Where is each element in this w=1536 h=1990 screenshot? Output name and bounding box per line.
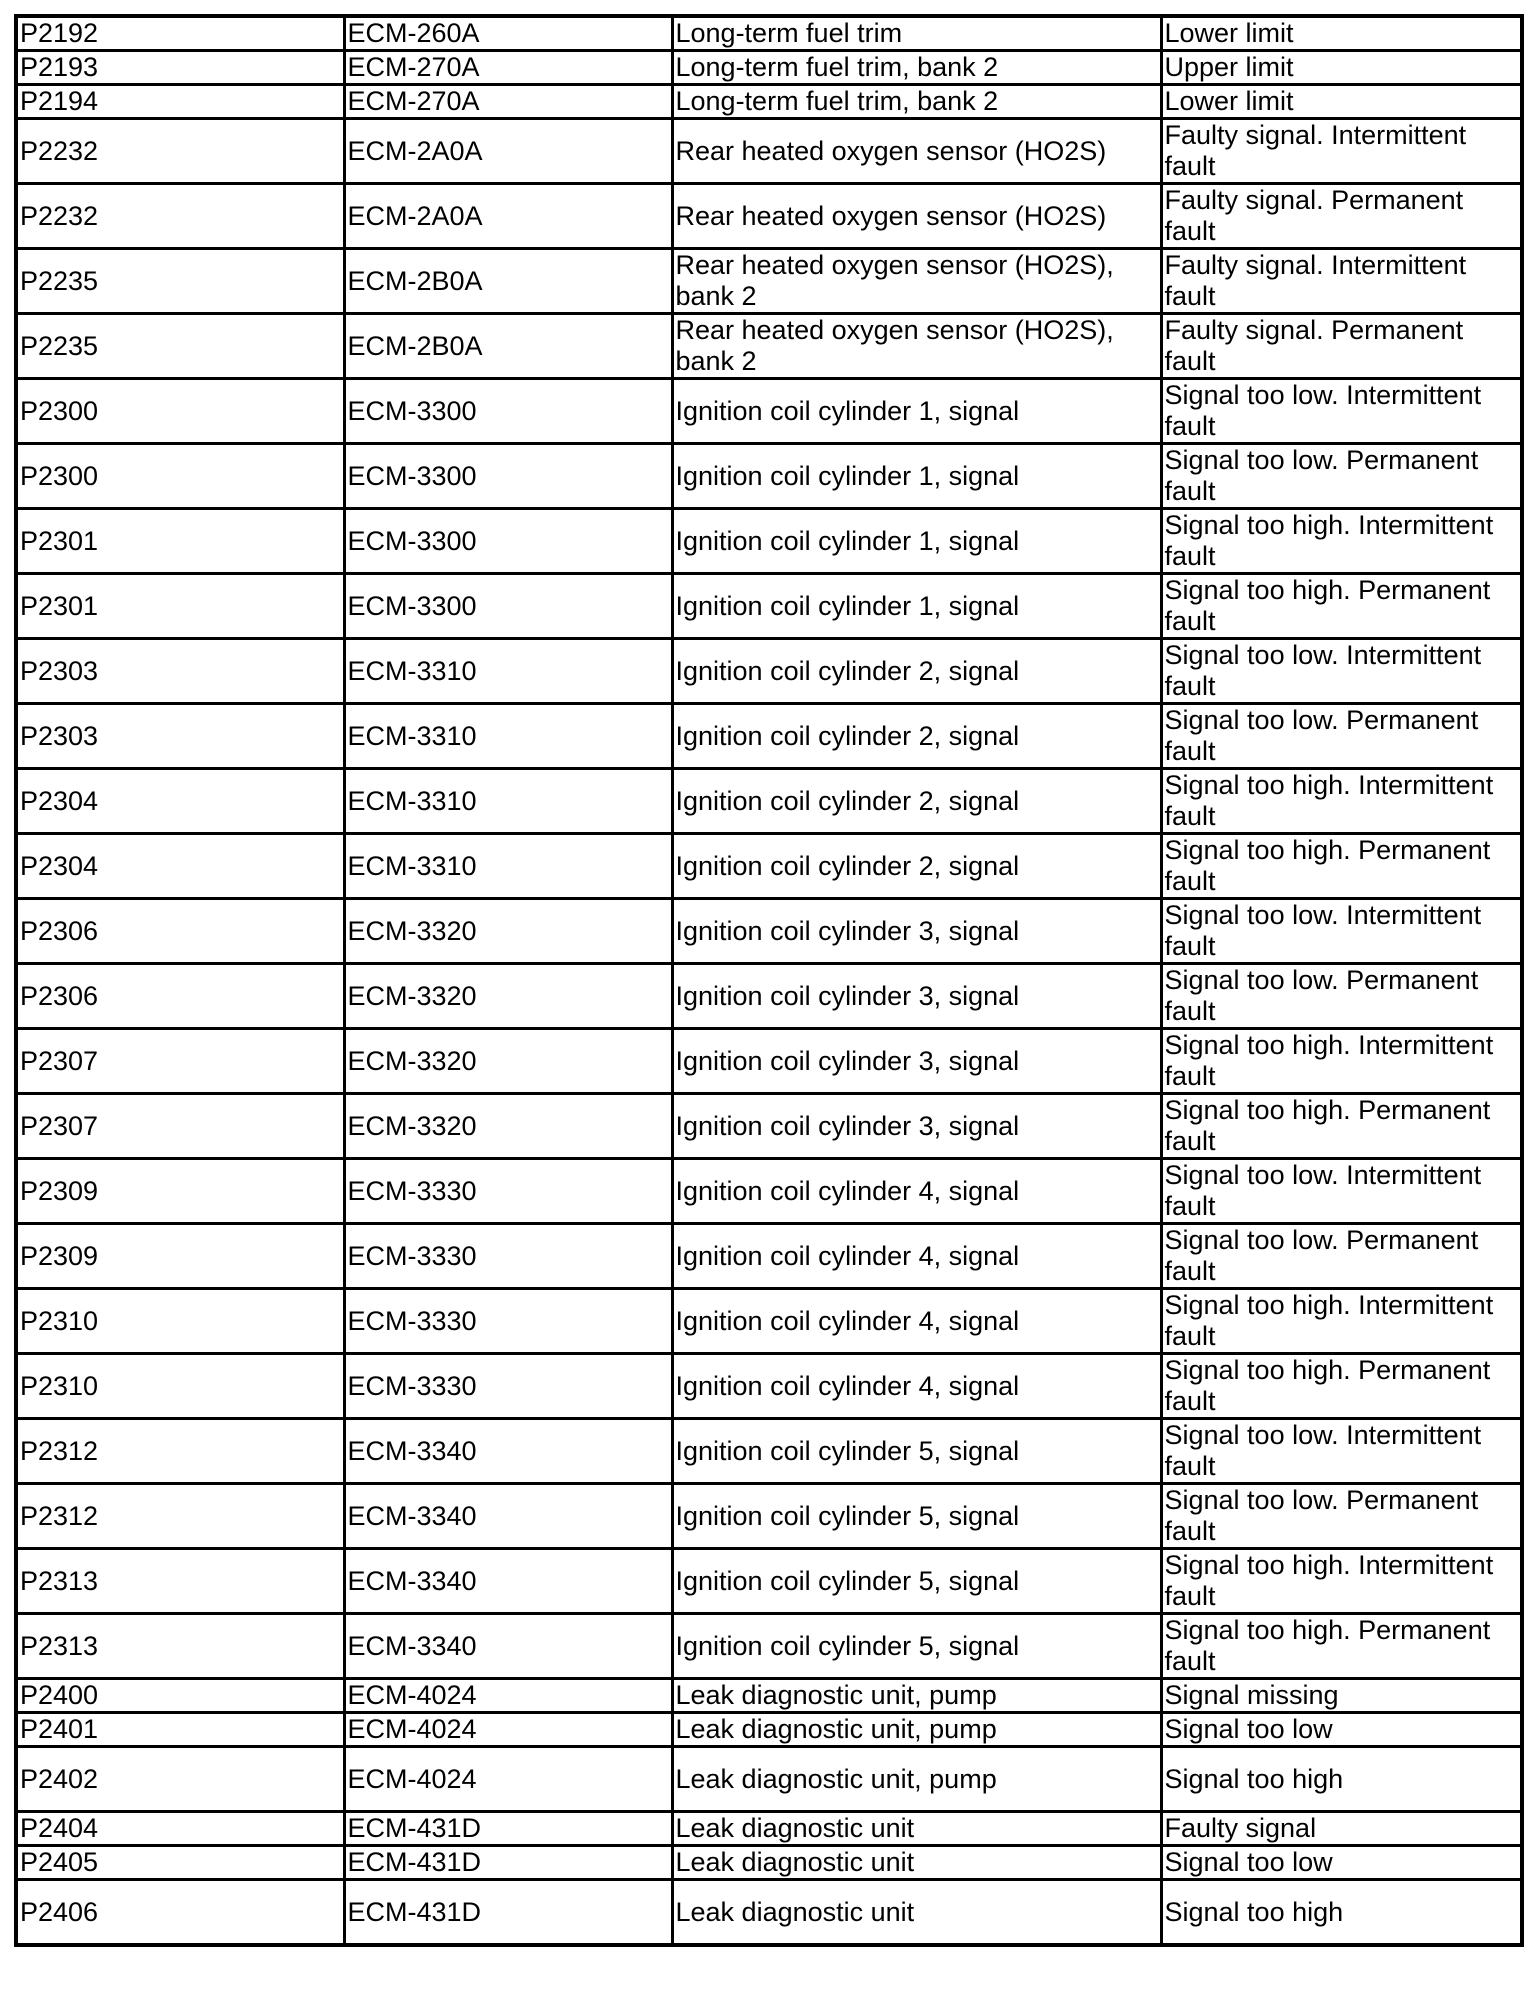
ecm-code-cell: ECM-4024 [344, 1713, 672, 1747]
dtc-code-cell: P2232 [16, 184, 344, 249]
ecm-code-cell: ECM-2B0A [344, 314, 672, 379]
component-cell: Leak diagnostic unit, pump [672, 1679, 1161, 1713]
table-row [16, 1289, 1522, 1354]
fault-description-cell: Signal too low. Intermittent fault [1161, 1419, 1522, 1484]
fault-description-cell: Signal too low. Intermittent fault [1161, 899, 1522, 964]
component-cell: Ignition coil cylinder 1, signal [672, 444, 1161, 509]
ecm-code-cell: ECM-3330 [344, 1289, 672, 1354]
dtc-code-cell: P2312 [16, 1419, 344, 1484]
dtc-code-cell: P2309 [16, 1159, 344, 1224]
dtc-code-cell: P2300 [16, 379, 344, 444]
ecm-code-cell: ECM-3300 [344, 509, 672, 574]
component-cell: Ignition coil cylinder 2, signal [672, 704, 1161, 769]
dtc-code-cell: P2306 [16, 899, 344, 964]
ecm-code-cell: ECM-3300 [344, 379, 672, 444]
table-row [16, 1029, 1522, 1094]
table-row [16, 51, 1522, 85]
table-row [16, 85, 1522, 119]
component-cell: Leak diagnostic unit, pump [672, 1713, 1161, 1747]
fault-description-cell: Signal too high. Permanent fault [1161, 1354, 1522, 1419]
ecm-code-cell: ECM-3320 [344, 899, 672, 964]
component-cell: Ignition coil cylinder 1, signal [672, 509, 1161, 574]
component-cell: Leak diagnostic unit, pump [672, 1747, 1161, 1812]
dtc-code-cell: P2310 [16, 1354, 344, 1419]
fault-description-cell: Signal missing [1161, 1679, 1522, 1713]
component-cell: Ignition coil cylinder 2, signal [672, 639, 1161, 704]
table-row [16, 639, 1522, 704]
fault-description-cell: Signal too high. Intermittent fault [1161, 1029, 1522, 1094]
ecm-code-cell: ECM-4024 [344, 1679, 672, 1713]
ecm-code-cell: ECM-3310 [344, 639, 672, 704]
table-row [16, 444, 1522, 509]
fault-description-cell: Signal too low. Permanent fault [1161, 1224, 1522, 1289]
fault-description-cell: Signal too low. Permanent fault [1161, 964, 1522, 1029]
dtc-code-cell: P2303 [16, 704, 344, 769]
component-cell: Rear heated oxygen sensor (HO2S) [672, 184, 1161, 249]
fault-description-cell: Signal too low. Intermittent fault [1161, 1159, 1522, 1224]
fault-description-cell: Signal too high. Intermittent fault [1161, 1289, 1522, 1354]
table-row [16, 899, 1522, 964]
dtc-code-cell: P2307 [16, 1029, 344, 1094]
fault-description-cell: Faulty signal. Permanent fault [1161, 314, 1522, 379]
fault-description-cell: Signal too high. Permanent fault [1161, 1614, 1522, 1679]
ecm-code-cell: ECM-3340 [344, 1614, 672, 1679]
dtc-code-cell: P2300 [16, 444, 344, 509]
fault-description-cell: Signal too low. Intermittent fault [1161, 639, 1522, 704]
fault-description-cell: Signal too high. Permanent fault [1161, 1094, 1522, 1159]
dtc-code-cell: P2310 [16, 1289, 344, 1354]
ecm-code-cell: ECM-3330 [344, 1224, 672, 1289]
ecm-code-cell: ECM-3340 [344, 1419, 672, 1484]
fault-description-cell: Signal too high. Permanent fault [1161, 574, 1522, 639]
dtc-code-cell: P2304 [16, 834, 344, 899]
table-row [16, 379, 1522, 444]
table-row [16, 119, 1522, 184]
dtc-code-cell: P2404 [16, 1812, 344, 1846]
fault-description-cell: Signal too high. Intermittent fault [1161, 769, 1522, 834]
component-cell: Ignition coil cylinder 4, signal [672, 1224, 1161, 1289]
fault-description-cell: Signal too low [1161, 1846, 1522, 1880]
component-cell: Ignition coil cylinder 3, signal [672, 1094, 1161, 1159]
ecm-code-cell: ECM-2A0A [344, 119, 672, 184]
dtc-code-cell: P2304 [16, 769, 344, 834]
table-row [16, 1614, 1522, 1679]
dtc-code-cell: P2401 [16, 1713, 344, 1747]
table-row [16, 1679, 1522, 1713]
dtc-code-cell: P2313 [16, 1614, 344, 1679]
ecm-code-cell: ECM-270A [344, 51, 672, 85]
table-row [16, 1812, 1522, 1846]
fault-description-cell: Faulty signal. Intermittent fault [1161, 249, 1522, 314]
ecm-code-cell: ECM-3300 [344, 444, 672, 509]
dtc-code-cell: P2309 [16, 1224, 344, 1289]
component-cell: Leak diagnostic unit [672, 1812, 1161, 1846]
dtc-code-cell: P2301 [16, 509, 344, 574]
fault-description-cell: Faulty signal [1161, 1812, 1522, 1846]
component-cell: Ignition coil cylinder 3, signal [672, 899, 1161, 964]
fault-description-cell: Signal too high [1161, 1880, 1522, 1946]
component-cell: Ignition coil cylinder 2, signal [672, 769, 1161, 834]
component-cell: Ignition coil cylinder 4, signal [672, 1289, 1161, 1354]
table-row [16, 1713, 1522, 1747]
fault-description-cell: Signal too high. Permanent fault [1161, 834, 1522, 899]
component-cell: Ignition coil cylinder 1, signal [672, 574, 1161, 639]
dtc-code-cell: P2301 [16, 574, 344, 639]
ecm-code-cell: ECM-431D [344, 1812, 672, 1846]
component-cell: Ignition coil cylinder 3, signal [672, 1029, 1161, 1094]
fault-description-cell: Signal too low [1161, 1713, 1522, 1747]
fault-description-cell: Signal too high [1161, 1747, 1522, 1812]
component-cell: Ignition coil cylinder 4, signal [672, 1159, 1161, 1224]
fault-description-cell: Faulty signal. Permanent fault [1161, 184, 1522, 249]
dtc-table-body [16, 16, 1522, 1945]
ecm-code-cell: ECM-3340 [344, 1484, 672, 1549]
ecm-code-cell: ECM-431D [344, 1880, 672, 1946]
fault-description-cell: Upper limit [1161, 51, 1522, 85]
table-row [16, 1846, 1522, 1880]
component-cell: Rear heated oxygen sensor (HO2S) [672, 119, 1161, 184]
ecm-code-cell: ECM-2A0A [344, 184, 672, 249]
table-row [16, 249, 1522, 314]
fault-description-cell: Signal too high. Intermittent fault [1161, 1549, 1522, 1614]
component-cell: Ignition coil cylinder 2, signal [672, 834, 1161, 899]
table-row [16, 574, 1522, 639]
table-row [16, 1880, 1522, 1946]
component-cell: Ignition coil cylinder 5, signal [672, 1484, 1161, 1549]
table-row [16, 1484, 1522, 1549]
dtc-code-cell: P2232 [16, 119, 344, 184]
dtc-code-cell: P2303 [16, 639, 344, 704]
table-row [16, 1159, 1522, 1224]
dtc-code-cell: P2192 [16, 16, 344, 51]
component-cell: Ignition coil cylinder 4, signal [672, 1354, 1161, 1419]
component-cell: Long-term fuel trim, bank 2 [672, 51, 1161, 85]
fault-description-cell: Signal too high. Intermittent fault [1161, 509, 1522, 574]
component-cell: Ignition coil cylinder 1, signal [672, 379, 1161, 444]
ecm-code-cell: ECM-3310 [344, 769, 672, 834]
table-row [16, 1224, 1522, 1289]
dtc-code-cell: P2306 [16, 964, 344, 1029]
ecm-code-cell: ECM-3340 [344, 1549, 672, 1614]
dtc-code-cell: P2312 [16, 1484, 344, 1549]
table-row [16, 509, 1522, 574]
dtc-code-cell: P2400 [16, 1679, 344, 1713]
dtc-code-cell: P2235 [16, 314, 344, 379]
fault-description-cell: Lower limit [1161, 85, 1522, 119]
ecm-code-cell: ECM-3310 [344, 704, 672, 769]
dtc-table [14, 14, 1524, 1947]
ecm-code-cell: ECM-3320 [344, 964, 672, 1029]
table-row [16, 769, 1522, 834]
fault-description-cell: Signal too low. Permanent fault [1161, 704, 1522, 769]
dtc-code-cell: P2313 [16, 1549, 344, 1614]
ecm-code-cell: ECM-3310 [344, 834, 672, 899]
component-cell: Leak diagnostic unit [672, 1846, 1161, 1880]
dtc-code-cell: P2406 [16, 1880, 344, 1946]
ecm-code-cell: ECM-4024 [344, 1747, 672, 1812]
component-cell: Rear heated oxygen sensor (HO2S), bank 2 [672, 249, 1161, 314]
dtc-code-cell: P2235 [16, 249, 344, 314]
ecm-code-cell: ECM-270A [344, 85, 672, 119]
ecm-code-cell: ECM-3320 [344, 1094, 672, 1159]
dtc-code-cell: P2193 [16, 51, 344, 85]
fault-description-cell: Faulty signal. Intermittent fault [1161, 119, 1522, 184]
fault-description-cell: Signal too low. Intermittent fault [1161, 379, 1522, 444]
fault-description-cell: Signal too low. Permanent fault [1161, 1484, 1522, 1549]
ecm-code-cell: ECM-260A [344, 16, 672, 51]
component-cell: Ignition coil cylinder 5, signal [672, 1614, 1161, 1679]
table-row [16, 704, 1522, 769]
fault-description-cell: Lower limit [1161, 16, 1522, 51]
dtc-code-cell: P2307 [16, 1094, 344, 1159]
component-cell: Long-term fuel trim, bank 2 [672, 85, 1161, 119]
component-cell: Leak diagnostic unit [672, 1880, 1161, 1946]
table-row [16, 834, 1522, 899]
table-row [16, 16, 1522, 51]
component-cell: Long-term fuel trim [672, 16, 1161, 51]
component-cell: Rear heated oxygen sensor (HO2S), bank 2 [672, 314, 1161, 379]
fault-description-cell: Signal too low. Permanent fault [1161, 444, 1522, 509]
ecm-code-cell: ECM-3320 [344, 1029, 672, 1094]
table-row [16, 184, 1522, 249]
dtc-code-cell: P2402 [16, 1747, 344, 1812]
table-row [16, 1747, 1522, 1812]
component-cell: Ignition coil cylinder 3, signal [672, 964, 1161, 1029]
ecm-code-cell: ECM-431D [344, 1846, 672, 1880]
ecm-code-cell: ECM-3300 [344, 574, 672, 639]
dtc-code-cell: P2194 [16, 85, 344, 119]
ecm-code-cell: ECM-3330 [344, 1159, 672, 1224]
ecm-code-cell: ECM-3330 [344, 1354, 672, 1419]
table-row [16, 1354, 1522, 1419]
table-row [16, 314, 1522, 379]
table-row [16, 1094, 1522, 1159]
component-cell: Ignition coil cylinder 5, signal [672, 1419, 1161, 1484]
ecm-code-cell: ECM-2B0A [344, 249, 672, 314]
table-row [16, 964, 1522, 1029]
component-cell: Ignition coil cylinder 5, signal [672, 1549, 1161, 1614]
dtc-code-cell: P2405 [16, 1846, 344, 1880]
table-row [16, 1549, 1522, 1614]
table-row [16, 1419, 1522, 1484]
